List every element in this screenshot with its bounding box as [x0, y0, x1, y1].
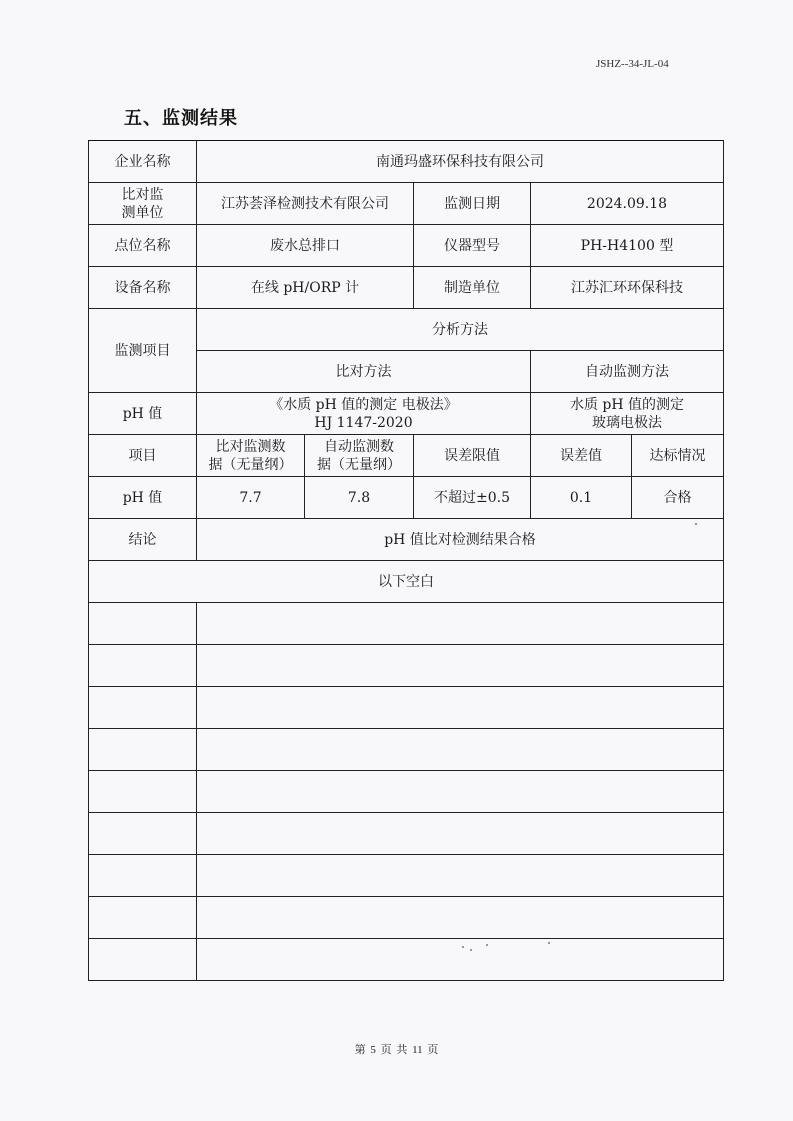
empty-row: [89, 813, 724, 855]
value-compliance: 合格: [632, 477, 724, 519]
auto-method-line2: 玻璃电极法: [592, 414, 662, 431]
row-device: [89, 267, 724, 309]
value-error-value: 0.1: [531, 477, 632, 519]
label-conclusion: 结论: [89, 519, 197, 561]
value-compare-method: [197, 393, 531, 435]
row-data-values: [89, 477, 724, 519]
footer-prefix: 第: [354, 1044, 366, 1056]
footer-page-number: 5: [370, 1044, 376, 1056]
empty-cell: [197, 645, 724, 687]
page-footer: [0, 1041, 793, 1057]
value-point-name: 废水总排口: [197, 225, 414, 267]
empty-row: [89, 897, 724, 939]
empty-cell: [89, 939, 197, 981]
empty-cell: [89, 687, 197, 729]
label-device-name: 设备名称: [89, 267, 197, 309]
empty-cell: [197, 687, 724, 729]
row-point: [89, 225, 724, 267]
compare-method-line2: HJ 1147-2020: [314, 414, 413, 431]
row-analysis-header: [89, 309, 724, 351]
blank-note: 以下空白: [89, 561, 724, 603]
value-compare-data: 7.7: [197, 477, 305, 519]
empty-cell: [89, 897, 197, 939]
empty-cell: [197, 855, 724, 897]
label-auto-data: [305, 435, 414, 477]
footer-mid2: 共: [396, 1044, 408, 1056]
empty-cell: [197, 813, 724, 855]
value-row-item: pH 值: [89, 477, 197, 519]
footer-total-pages: 11: [412, 1044, 423, 1056]
empty-row: [89, 939, 724, 981]
document-code: JSHZ--34-JL-04: [596, 58, 669, 70]
label-compare-unit-line2: 测单位: [121, 204, 164, 221]
label-error-value: 误差值: [531, 435, 632, 477]
compare-method-line1: 《水质 pH 值的测定 电极法》: [269, 396, 458, 413]
value-monitor-date: 2024.09.18: [531, 183, 724, 225]
empty-row: [89, 729, 724, 771]
empty-row: [89, 771, 724, 813]
row-blank-note: [89, 561, 724, 603]
empty-cell: [197, 603, 724, 645]
row-company: [89, 141, 724, 183]
row-data-header: [89, 435, 724, 477]
row-ph-method: [89, 393, 724, 435]
row-conclusion: [89, 519, 724, 561]
monitoring-result-table: [88, 140, 724, 981]
label-compare-method: 比对方法: [197, 351, 531, 393]
label-point-name: 点位名称: [89, 225, 197, 267]
value-device-name: 在线 pH/ORP 计: [197, 267, 414, 309]
label-compliance: 达标情况: [632, 435, 724, 477]
value-manufacturer: 江苏汇环环保科技: [531, 267, 724, 309]
empty-cell: [89, 603, 197, 645]
label-instrument-model: 仪器型号: [414, 225, 531, 267]
empty-cell: [197, 729, 724, 771]
row-compare-unit: [89, 183, 724, 225]
label-ph: pH 值: [89, 393, 197, 435]
value-conclusion: pH 值比对检测结果合格: [197, 519, 724, 561]
value-error-limit: 不超过±0.5: [414, 477, 531, 519]
label-monitor-item: 监测项目: [89, 309, 197, 393]
empty-cell: [89, 771, 197, 813]
empty-row: [89, 855, 724, 897]
empty-cell: [89, 645, 197, 687]
empty-row: [89, 687, 724, 729]
empty-cell: [89, 729, 197, 771]
label-analysis-method: 分析方法: [197, 309, 724, 351]
auto-method-line1: 水质 pH 值的测定: [569, 396, 685, 413]
scan-speck: [470, 949, 472, 951]
empty-row: [89, 603, 724, 645]
empty-cell: [197, 771, 724, 813]
value-company-name: 南通玛盛环保科技有限公司: [197, 141, 724, 183]
scan-speck: [548, 942, 550, 944]
label-compare-data-line2: 据（无量纲）: [208, 456, 293, 473]
footer-mid1: 页: [380, 1044, 392, 1056]
empty-cell: [197, 897, 724, 939]
value-auto-data: 7.8: [305, 477, 414, 519]
value-instrument-model: PH-H4100 型: [531, 225, 724, 267]
value-compare-unit: 江苏荟泽检测技术有限公司: [197, 183, 414, 225]
empty-cell: [197, 939, 724, 981]
empty-row: [89, 645, 724, 687]
scan-speck: [462, 946, 464, 948]
label-item: 项目: [89, 435, 197, 477]
label-compare-unit: [89, 183, 197, 225]
label-monitor-date: 监测日期: [414, 183, 531, 225]
label-auto-data-line2: 据（无量纲）: [317, 456, 401, 473]
section-title: 五、监测结果: [124, 108, 238, 129]
label-manufacturer: 制造单位: [414, 267, 531, 309]
label-compare-unit-line1: 比对监: [121, 186, 164, 203]
label-auto-data-line1: 自动监测数: [324, 438, 394, 455]
label-company-name: 企业名称: [89, 141, 197, 183]
value-auto-method: [531, 393, 724, 435]
empty-cell: [89, 855, 197, 897]
empty-cell: [89, 813, 197, 855]
scan-speck: [695, 523, 697, 525]
label-compare-data-line1: 比对监测数: [215, 438, 286, 455]
label-error-limit: 误差限值: [414, 435, 531, 477]
footer-suffix: 页: [427, 1044, 439, 1056]
label-compare-data: [197, 435, 305, 477]
label-auto-method: 自动监测方法: [531, 351, 724, 393]
scan-speck: [486, 944, 488, 946]
